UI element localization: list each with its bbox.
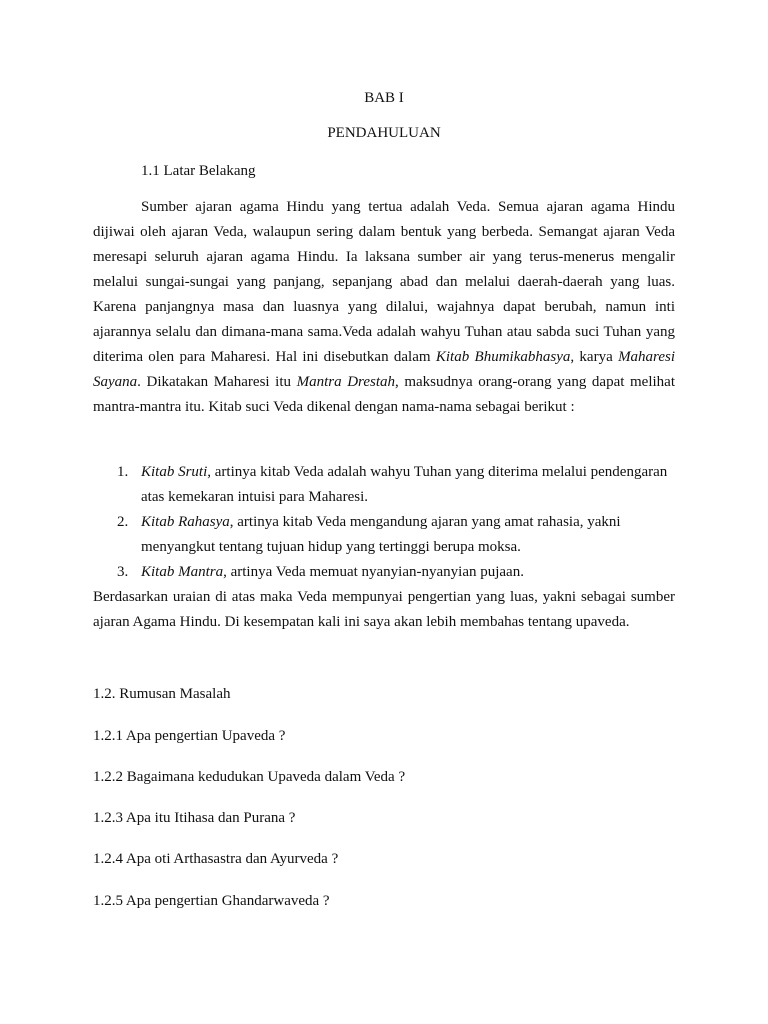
list-number: 3.: [117, 564, 129, 580]
question-item: 1.2.3 Apa itu Itihasa dan Purana ?: [93, 810, 296, 826]
question-item: 1.2.1 Apa pengertian Upaveda ?: [93, 728, 286, 744]
list-item: 3. Kitab Mantra, artinya Veda memuat nyanyian-nyanyian pujaan.: [117, 560, 677, 585]
list-number: 2.: [117, 514, 129, 530]
term-mantra-drestah: Mantra Drestah: [296, 374, 395, 390]
chapter-label: BAB I: [364, 90, 404, 106]
list-term: Kitab Sruti: [141, 464, 208, 480]
list-item: 1. Kitab Sruti, artinya kitab Veda adalah wahyu Tuhan yang diterima melalui pendengaran atas kemekaran intuisi para Maharesi.: [117, 460, 677, 510]
section-heading-rumusan-masalah: 1.2. Rumusan Masalah: [93, 686, 231, 702]
section-heading-latar-belakang: 1.1 Latar Belakang: [141, 163, 256, 179]
paragraph-conclusion: Berdasarkan uraian di atas maka Veda mempunyai pengertian yang luas, yakni sebagai sumber ajaran Agama Hindu. Di kesempatan kali ini saya akan lebih membahas tentang upaveda.: [93, 589, 675, 630]
list-term: Kitab Rahasya: [141, 514, 230, 530]
paragraph-intro: Sumber ajaran agama Hindu yang tertua adalah Veda. Semua ajaran agama Hindu dijiwai oleh ajaran Veda, walaupun sering dalam bentuk yang berbeda. Semangat ajaran Veda meresapi seluruh ajaran agama Hindu. Ia laksana sumber air yang terus-menerus mengalir melalui sungai-sungai yang panjang, sepanjang abad dan melalui daerah-daerah yang luas. Karena panjangnya masa dan luasnya yang dilalui, wajahnya dapat berubah, namun inti ajarannya selalu dan dimana-mana sama.Veda adalah wahyu Tuhan atau sabda suci Tuhan yang diterima olen para Maharesi. Hal ini disebutkan dalam Kitab Bhumikabhasya, karya Maharesi Sayana. Dikatakan Maharesi itu Mantra Drestah, maksudnya orang-orang yang dapat melihat mantra-mantra itu. Kitab suci Veda dikenal dengan nama-nama sebagai berikut :: [93, 199, 676, 415]
question-item: 1.2.4 Apa oti Arthasastra dan Ayurveda ?: [93, 851, 339, 867]
term-maharesi-sayana: Maharesi Sayana: [93, 349, 676, 390]
question-item: 1.2.2 Bagaimana kedudukan Upaveda dalam Veda ?: [93, 769, 406, 785]
list-term: Kitab Mantra: [141, 564, 224, 580]
term-kitab-bhumikabhasya: Kitab Bhumikabhasya: [435, 349, 571, 365]
list-item: 2. Kitab Rahasya, artinya kitab Veda mengandung ajaran yang amat rahasia, yakni menyangkut tentang tujuan hidup yang tertinggi berupa moksa.: [117, 510, 677, 560]
list-number: 1.: [117, 464, 129, 480]
chapter-title: PENDAHULUAN: [327, 125, 441, 141]
question-item: 1.2.5 Apa pengertian Ghandarwaveda ?: [93, 893, 330, 909]
